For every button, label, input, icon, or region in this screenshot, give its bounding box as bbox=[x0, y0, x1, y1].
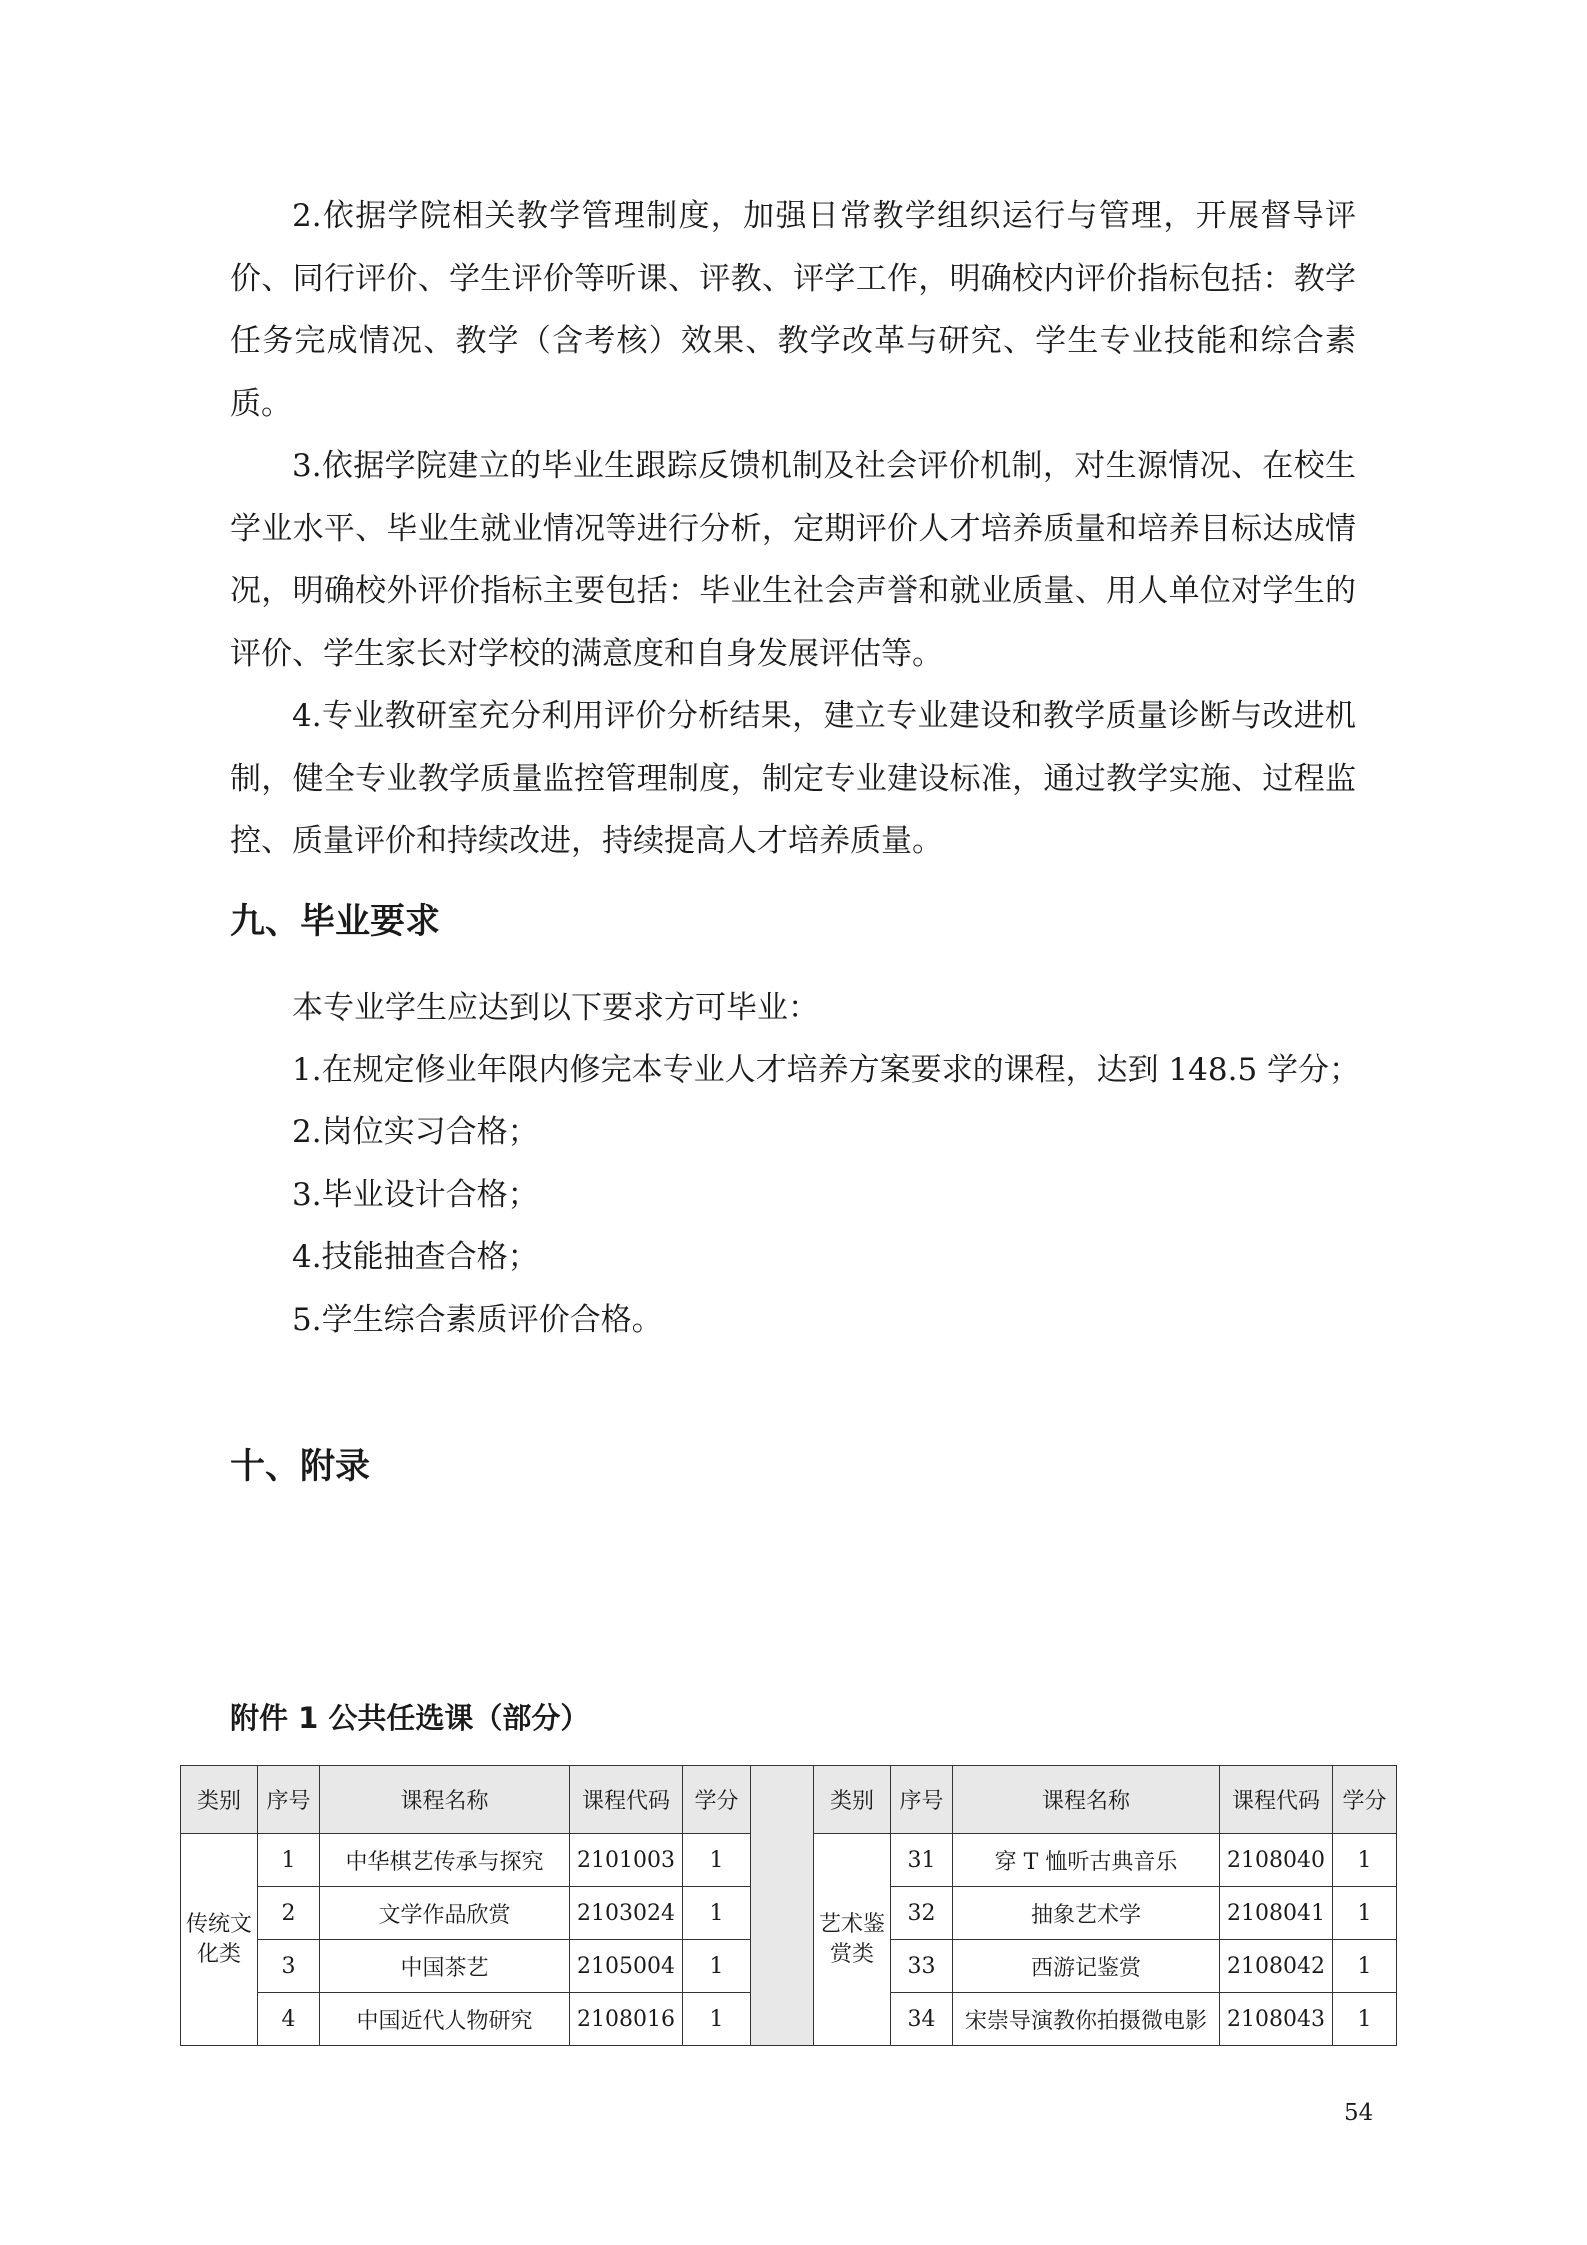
course-code: 2108040 bbox=[1220, 1834, 1333, 1887]
header-credit: 学分 bbox=[683, 1766, 751, 1834]
course-seq: 33 bbox=[891, 1940, 953, 1993]
section-heading-appendix: 十、附录 bbox=[230, 1447, 371, 1487]
course-name: 中国茶艺 bbox=[320, 1940, 570, 1993]
course-name: 中国近代人物研究 bbox=[320, 1993, 570, 2046]
course-name: 穿 T 恤听古典音乐 bbox=[953, 1834, 1220, 1887]
course-seq: 32 bbox=[891, 1887, 953, 1940]
course-code: 2108042 bbox=[1220, 1940, 1333, 1993]
header-course-code: 课程代码 bbox=[1220, 1766, 1333, 1834]
course-seq: 3 bbox=[258, 1940, 320, 1993]
category-cell-art-appreciation: 艺术鉴赏类 bbox=[814, 1834, 891, 2046]
paragraph-quality-improvement: 4.专业教研室充分利用评价分析结果，建立专业建设和教学质量诊断与改进机制，健全专业教学质量监控管理制度，制定专业建设标准，通过教学实施、过程监控、质量评价和持续改进，持续提高人才培养质量。 bbox=[230, 698, 1356, 859]
header-seq: 序号 bbox=[891, 1766, 953, 1834]
course-credit: 1 bbox=[683, 1993, 751, 2046]
course-name: 抽象艺术学 bbox=[953, 1887, 1220, 1940]
course-credit: 1 bbox=[1333, 1940, 1397, 1993]
paragraph-evaluation-internal: 2.依据学院相关教学管理制度，加强日常教学组织运行与管理，开展督导评价、同行评价、学生评价等听课、评教、评学工作，明确校内评价指标包括：教学任务完成情况、教学（含考核）效果、教学改革与研究、学生专业技能和综合素质。 bbox=[230, 198, 1356, 422]
course-credit: 1 bbox=[1333, 1887, 1397, 1940]
header-course-name: 课程名称 bbox=[953, 1766, 1220, 1834]
requirements-intro: 本专业学生应达到以下要求方可毕业： bbox=[292, 990, 819, 1026]
table-divider-column bbox=[751, 1766, 814, 2046]
requirement-item: 2.岗位实习合格； bbox=[292, 1114, 539, 1150]
course-code: 2105004 bbox=[570, 1940, 683, 1993]
course-credit: 1 bbox=[683, 1887, 751, 1940]
course-credit: 1 bbox=[1333, 1993, 1397, 2046]
category-cell-traditional-culture: 传统文化类 bbox=[181, 1834, 258, 2046]
course-code: 2108043 bbox=[1220, 1993, 1333, 2046]
requirement-item: 1.在规定修业年限内修完本专业人才培养方案要求的课程，达到 148.5 学分； bbox=[292, 1052, 1361, 1088]
course-credit: 1 bbox=[683, 1940, 751, 1993]
header-category: 类别 bbox=[814, 1766, 891, 1834]
course-seq: 1 bbox=[258, 1834, 320, 1887]
requirement-item: 3.毕业设计合格； bbox=[292, 1177, 539, 1213]
appendix-caption: 附件 1 公共任选课（部分） bbox=[230, 1701, 590, 1735]
table-header-row bbox=[181, 1766, 1397, 1834]
course-seq: 4 bbox=[258, 1993, 320, 2046]
paragraph-evaluation-external: 3.依据学院建立的毕业生跟踪反馈机制及社会评价机制，对生源情况、在校生学业水平、毕业生就业情况等进行分析，定期评价人才培养质量和培养目标达成情况，明确校外评价指标主要包括：毕业生社会声誉和就业质量、用人单位对学生的评价、学生家长对学校的满意度和自身发展评估等。 bbox=[230, 448, 1356, 672]
course-name: 文学作品欣赏 bbox=[320, 1887, 570, 1940]
course-code: 2101003 bbox=[570, 1834, 683, 1887]
course-code: 2108016 bbox=[570, 1993, 683, 2046]
course-name: 中华棋艺传承与探究 bbox=[320, 1834, 570, 1887]
course-code: 2108041 bbox=[1220, 1887, 1333, 1940]
course-seq: 34 bbox=[891, 1993, 953, 2046]
header-category: 类别 bbox=[181, 1766, 258, 1834]
page-number: 54 bbox=[1344, 2100, 1374, 2126]
course-code: 2103024 bbox=[570, 1887, 683, 1940]
section-heading-graduation-requirements: 九、毕业要求 bbox=[230, 902, 441, 942]
header-seq: 序号 bbox=[258, 1766, 320, 1834]
course-name: 宋崇导演教你拍摄微电影 bbox=[953, 1993, 1220, 2046]
elective-course-table bbox=[180, 1765, 1397, 2046]
header-course-code: 课程代码 bbox=[570, 1766, 683, 1834]
course-credit: 1 bbox=[683, 1834, 751, 1887]
requirement-item: 5.学生综合素质评价合格。 bbox=[292, 1302, 663, 1338]
header-course-name: 课程名称 bbox=[320, 1766, 570, 1834]
course-seq: 31 bbox=[891, 1834, 953, 1887]
course-seq: 2 bbox=[258, 1887, 320, 1940]
requirement-item: 4.技能抽查合格； bbox=[292, 1239, 539, 1275]
course-credit: 1 bbox=[1333, 1834, 1397, 1887]
header-credit: 学分 bbox=[1333, 1766, 1397, 1834]
course-name: 西游记鉴赏 bbox=[953, 1940, 1220, 1993]
